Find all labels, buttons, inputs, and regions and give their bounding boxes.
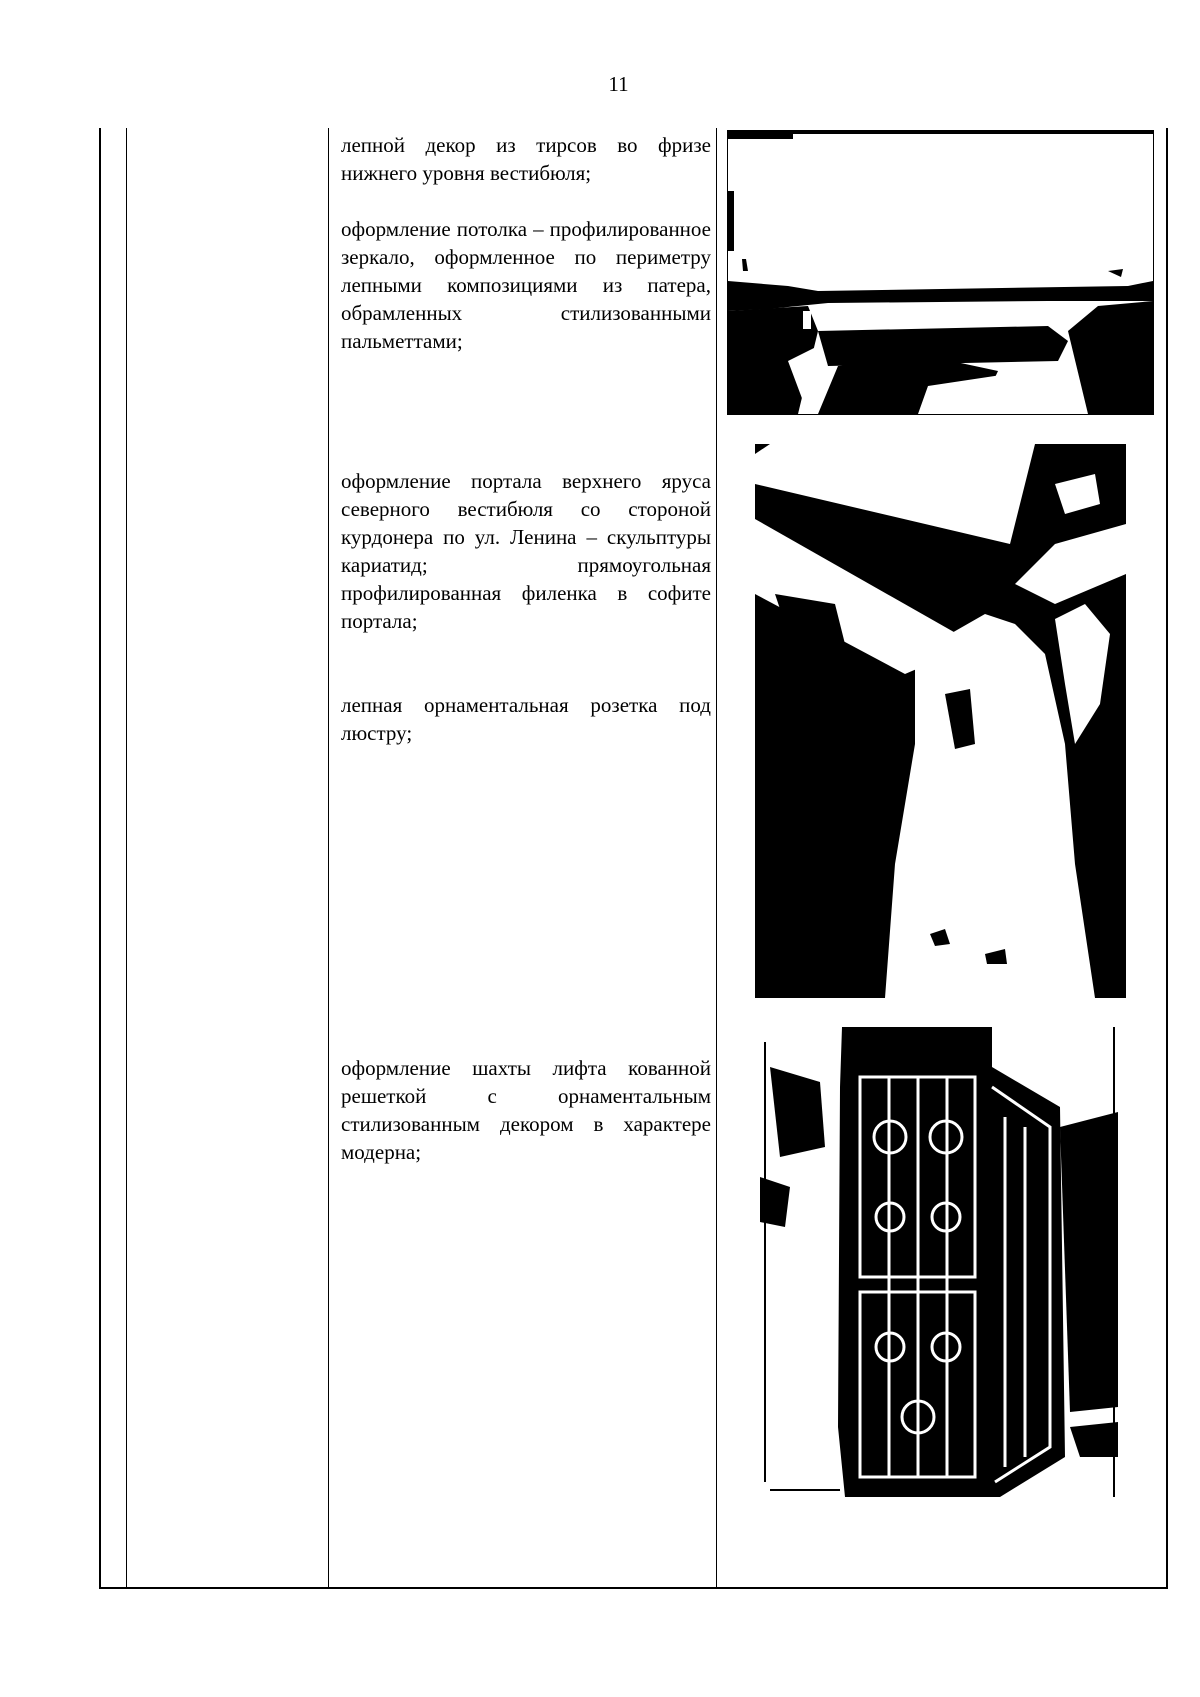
table-left-border xyxy=(99,128,101,1588)
table-col-divider-3 xyxy=(716,128,717,1588)
table-right-border xyxy=(1166,128,1168,1588)
ceiling-molding-photo xyxy=(727,130,1154,415)
elevator-shaft-grille-photo xyxy=(760,1027,1118,1497)
table-col-divider-2 xyxy=(328,128,329,1588)
row-3-description: оформление портала верхнего яруса северного вестибюля со стороной курдонера по ул. Ленина – скульптуры кариатид; прямоугольная профилированная филенка в софите портала; xyxy=(341,469,711,633)
row-2-description: оформление потолка – профилированное зеркало, оформленное по периметру лепными композициями из патера, обрамленных стилизованными пальметтами; xyxy=(341,217,711,353)
portal-caryatid-photo xyxy=(755,444,1126,998)
page-number: 11 xyxy=(608,72,629,96)
row-4-description: лепная орнаментальная розетка под люстру; xyxy=(341,693,711,745)
table-bottom-border xyxy=(99,1587,1168,1589)
table-col-divider-1 xyxy=(126,128,127,1588)
row-5-description: оформление шахты лифта кованной решеткой с орнаментальным стилизованным декором в характере модерна; xyxy=(341,1056,711,1164)
row-1-description: лепной декор из тирсов во фризе нижнего уровня вестибюля; xyxy=(341,133,711,185)
